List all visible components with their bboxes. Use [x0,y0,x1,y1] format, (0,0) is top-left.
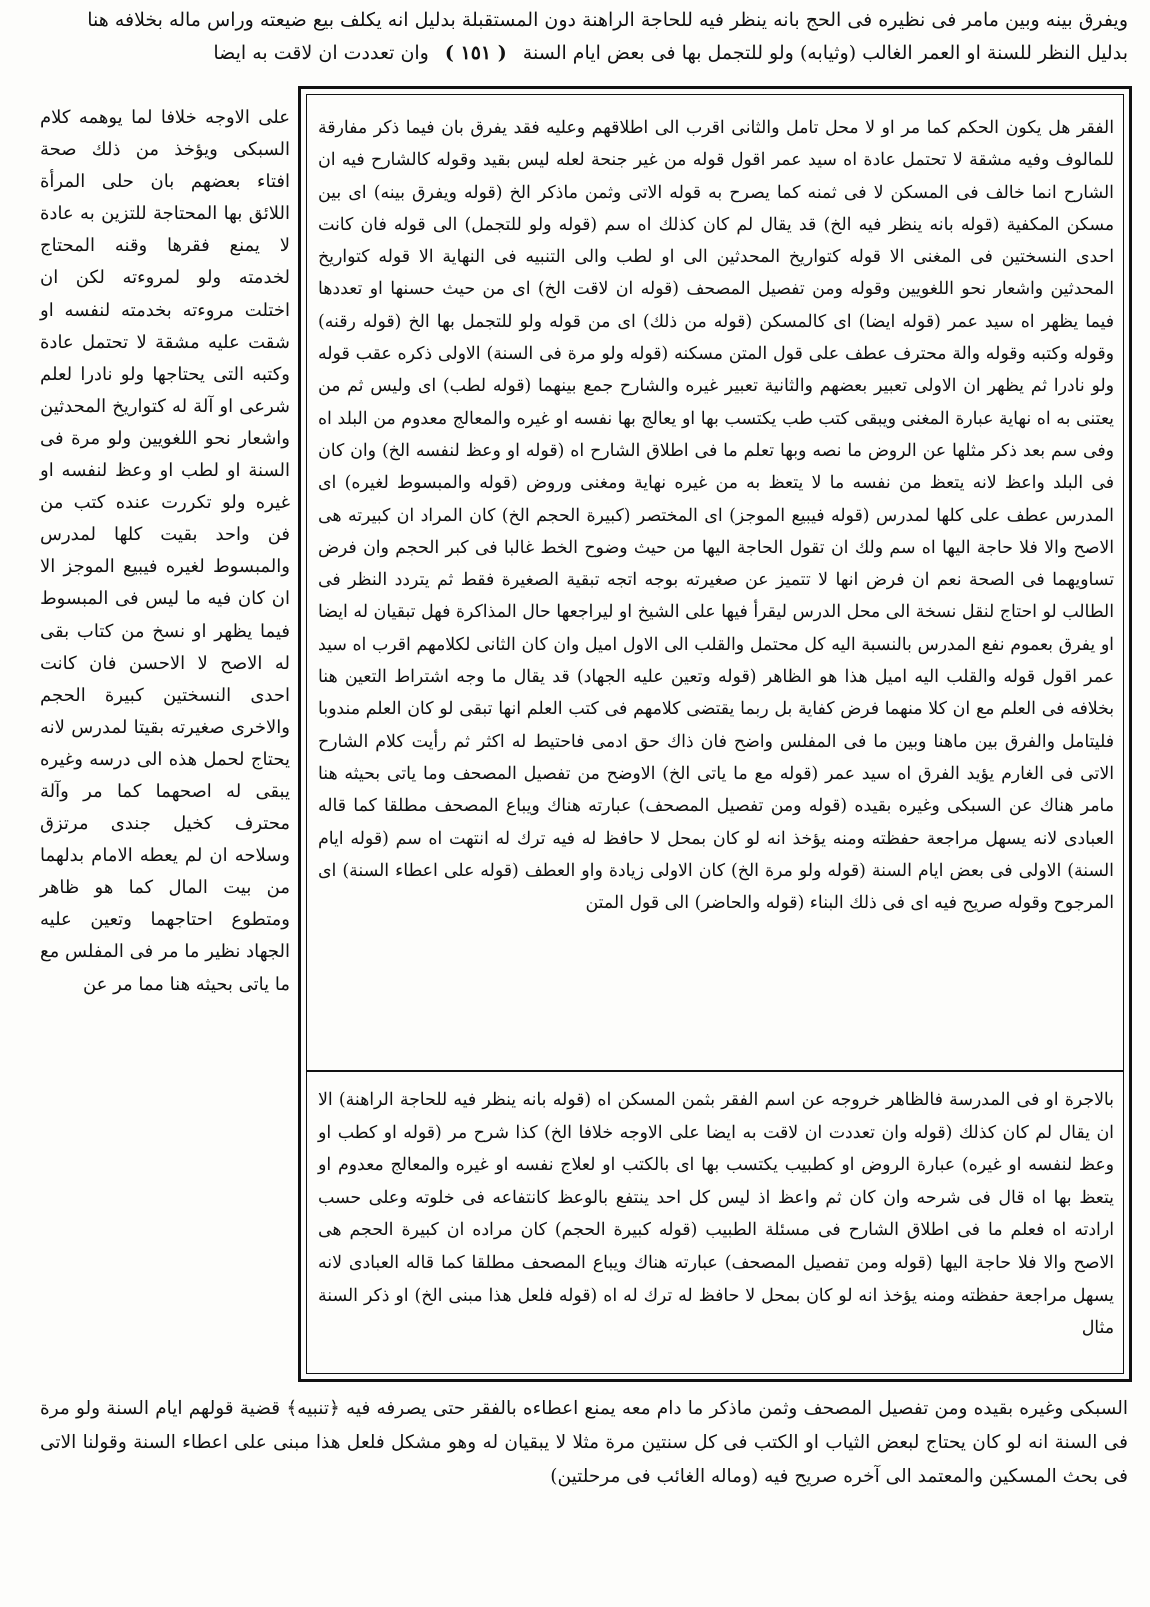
header-line-2-tail: وان تعددت ان لاقت به ايضا [213,42,429,64]
section-divider [306,1070,1124,1072]
header-line-1: ويفرق بينه وبين مامر فى نظيره فى الحج بانه ينظر فيه للحاجة الراهنة دون المستقبلة بدليل انه يكلف بيع ضيعته وراس ماله بخلافه هنا [87,9,1128,31]
page-number: ( ١٥١ ) [444,42,507,64]
main-commentary: الفقر هل يكون الحكم كما مر او لا محل تامل والثانى اقرب الى اطلاقهم وعليه فقد يفرق بان فيما ذكر مفارقة للمالوف وفيه مشقة لا تحتمل عادة اه سيد عمر اقول قوله من غير جنحة لعله ليس بقيد وقوله كالشارح فيه ان الشارح انما خالف فى المسكن لا فى ثمنه كما يصرح به قوله الاتى وثمن ماذكر الخ (قوله ويفرق بينه) اى بين مسكن المكفية (قوله بانه ينظر فيه الخ) قد يقال لم كان كذلك اه سم (قوله ولو للتجمل) الى قوله فان كانت احدى النسختين فى المغنى الا قوله كتواريخ المحدثين الى او لطب والى التنبيه فى النهاية الا قوله كتواريخ المحدثين واشعار نحو اللغويين وقوله ومن تفصيل المصحف (قوله ان لاقت الخ) اى من حيث حسنها او تعددها فيما يظهر اه سيد عمر (قوله ايضا) اى كالمسكن (قوله من ذلك) اى من قوله ولو للتجمل بها الخ (قوله رقنه) وقوله وكتبه وقوله والة محترف عطف على قول المتن مسكنه (قوله ولو مرة فى السنة) الاولى ذكره عقب قوله ولو نادرا ثم يظهر ان الاولى تعبير بعضهم والثانية تعبير غيره والشارح جمع بينهما (قوله لطب) اى وليس ثم من يعتنى به اه نهاية عبارة المغنى ويبقى كتب طب يكتسب بها او يعالج بها نفسه او غيره والمعالج معدوم من البلد اه وفى سم بعد ذكر مثلها عن الروض ما نصه وبها تعلم ما فى اطلاق الشارح اه (قوله او وعظ لنفسه الخ) وان كان فى البلد واعظ لانه يتعظ من نفسه ما لا يتعظ به من غيره نهاية ومغنى وروض (قوله والمبسوط لغيره) اى المدرس عطف على كلها لمدرس (قوله فيبيع الموجز) اى المختصر (كبيرة الحجم الخ) كان المراد ان كبيرته هى الاصح والا فلا حاجة اليها اه سم ولك ان تقول الحاجة اليها من حيث وضوح الخط غالبا فى كبر الحجم وان فرض تساويهما فى الصحة نعم ان فرض انها لا تتميز عن صغيرته بوجه اتجه تبقية الصغيرة فقط ثم يتردد النظر فى الطالب لو احتاج لنقل نسخة الى محل الدرس ليقرأ فيها على الشيخ او ليراجعها حال المذاكرة فهل تبقيان له ايضا او يفرق بعموم نفع المدرس بالنسبة اليه كل محتمل والقلب الى الاول اميل وان كان الثانى لكلامهم اقرب اه سيد عمر اقول قوله والقلب اليه اميل هذا هو الظاهر (قوله وتعين عليه الجهاد) قد يقال ما وجه اشتراط التعين هنا بخلافه فى العلم مع ان كلا منهما فرض كفاية بل ربما يقتضى كلامهم فى كتب العلم انها تبقى لو كان العلم مندوبا فليتامل والفرق بين ماهنا وبين ما فى المفلس واضح فان ذاك حق ادمى فاحتيط له اكثر ثم رأيت كلام الشارح الاتى فى الغارم يؤيد الفرق اه سيد عمر (قوله مع ما ياتى الخ) الاوضح من تفصيل المصحف وما ياتى بحيثه هنا مامر هناك عن السبكى وغيره بقيده (قوله ومن تفصيل المصحف) عبارته هناك ويباع المصحف مطلقا كما قاله العبادى لانه يسهل مراجعة حفظته ومنه يؤخذ انه لو كان بمحل لا حافظ له فيه ترك له انتهت اه سم (قوله ايام السنة) الاولى فى بعض ايام السنة (قوله ولو مرة الخ) كان الاولى زيادة واو العطف (قوله على اعطاء السنة) اى المرجوح وقوله صريح فيه اى فى ذلك البناء (قوله والحاضر) الى قول المتن [318,118,1114,914]
margin-text: على الاوجه خلافا لما يوهمه كلام السبكى ويؤخذ من ذلك صحة افتاء بعضهم بان حلى المرأة اللائق بها المحتاجة للتزين به عادة لا يمنع فقرها وقنه المحتاج لخدمته ولو لمروءته لكن ان اختلت مروءته بخدمته لنفسه او شقت عليه مشقة لا تحتمل عادة وكتبه التى يحتاجها ولو نادرا لعلم شرعى او آلة له كتواريخ المحدثين واشعار نحو اللغويين ولو مرة فى السنة او لطب او وعظ لنفسه او غيره ولو تكررت عنده كتب من فن واحد بقيت كلها لمدرس والمبسوط لغيره فيبيع الموجز الا ان كان فيه ما ليس فى المبسوط فيما يظهر او نسخ من كتاب بقى له الاصح لا الاحسن فان كانت احدى النسختين كبيرة الحجم والاخرى صغيرته بقيتا لمدرس لانه يحتاج لحمل هذه الى درسه وغيره يبقى له اصحهما كما مر وآلة محترف كخيل جندى مرتزق وسلاحه ان لم يعطه الامام بدلهما من بيت المال كما هو ظاهر ومتطوع احتاجهما وتعين عليه الجهاد نظير ما مر فى المفلس مع ما ياتى بحيثه هنا مما مر عن [40,107,290,995]
header-line-2-text: بدليل النظر للسنة او العمر الغالب (وثيابه) ولو للتجمل بها فى بعض ايام السنة [522,42,1128,64]
page-footer: السبكى وغيره بقيده ومن تفصيل المصحف وثمن ماذكر ما دام معه يمنع اعطاءه بالفقر حتى يصرفه فيه ﴿تنبيه﴾ قضية قولهم ايام السنة ولو مرة فى السنة انه لو كان يحتاج لبعض الثياب او الكتب فى كل سنتين مرة مثلا لا يبقيان له وهو مشكل فلعل هذا مبنى على اعطاء السنة وقولنا الاتى فى بحث المسكين والمعتمد الى آخره صريح فيه (وماله الغائب فى مرحلتين) [40,1398,1128,1487]
lower-commentary: بالاجرة او فى المدرسة فالظاهر خروجه عن اسم الفقر بثمن المسكن اه (قوله بانه ينظر فيه للحاجة الراهنة) الا ان يقال لم كان كذلك (قوله وان تعددت ان لاقت به ايضا على الاوجه خلافا الخ) كذا شرح مر (قوله او كطب او وعظ لنفسه او غيره) عبارة الروض او كطبيب يكتسب بها اى بالكتب او لعلاج نفسه او غيره والمعالج معدوم او يتعظ بها اه قال فى شرحه وان كان ثم واعظ اذ ليس كل احد ينتفع بالوعظ كانتفاعه فى خلوته وعلى حسب ارادته اه فعلم ما فى اطلاق الشارح فى مسئلة الطبيب (قوله كبيرة الحجم) كان مراده ان كبيرة الحجم هى الاصح والا فلا حاجة اليها (قوله ومن تفصيل المصحف) عبارته هناك ويباع المصحف مطلقا كما قاله العبادى لانه يسهل مراجعة حفظته ومنه يؤخذ انه لو كان بمحل لا حافظ له ترك له اه (قوله فلعل هذا مبنى الخ) او ذكر السنة مثال [318,1090,1114,1339]
header-line-2 [16,37,1128,70]
page-header [16,4,1128,70]
